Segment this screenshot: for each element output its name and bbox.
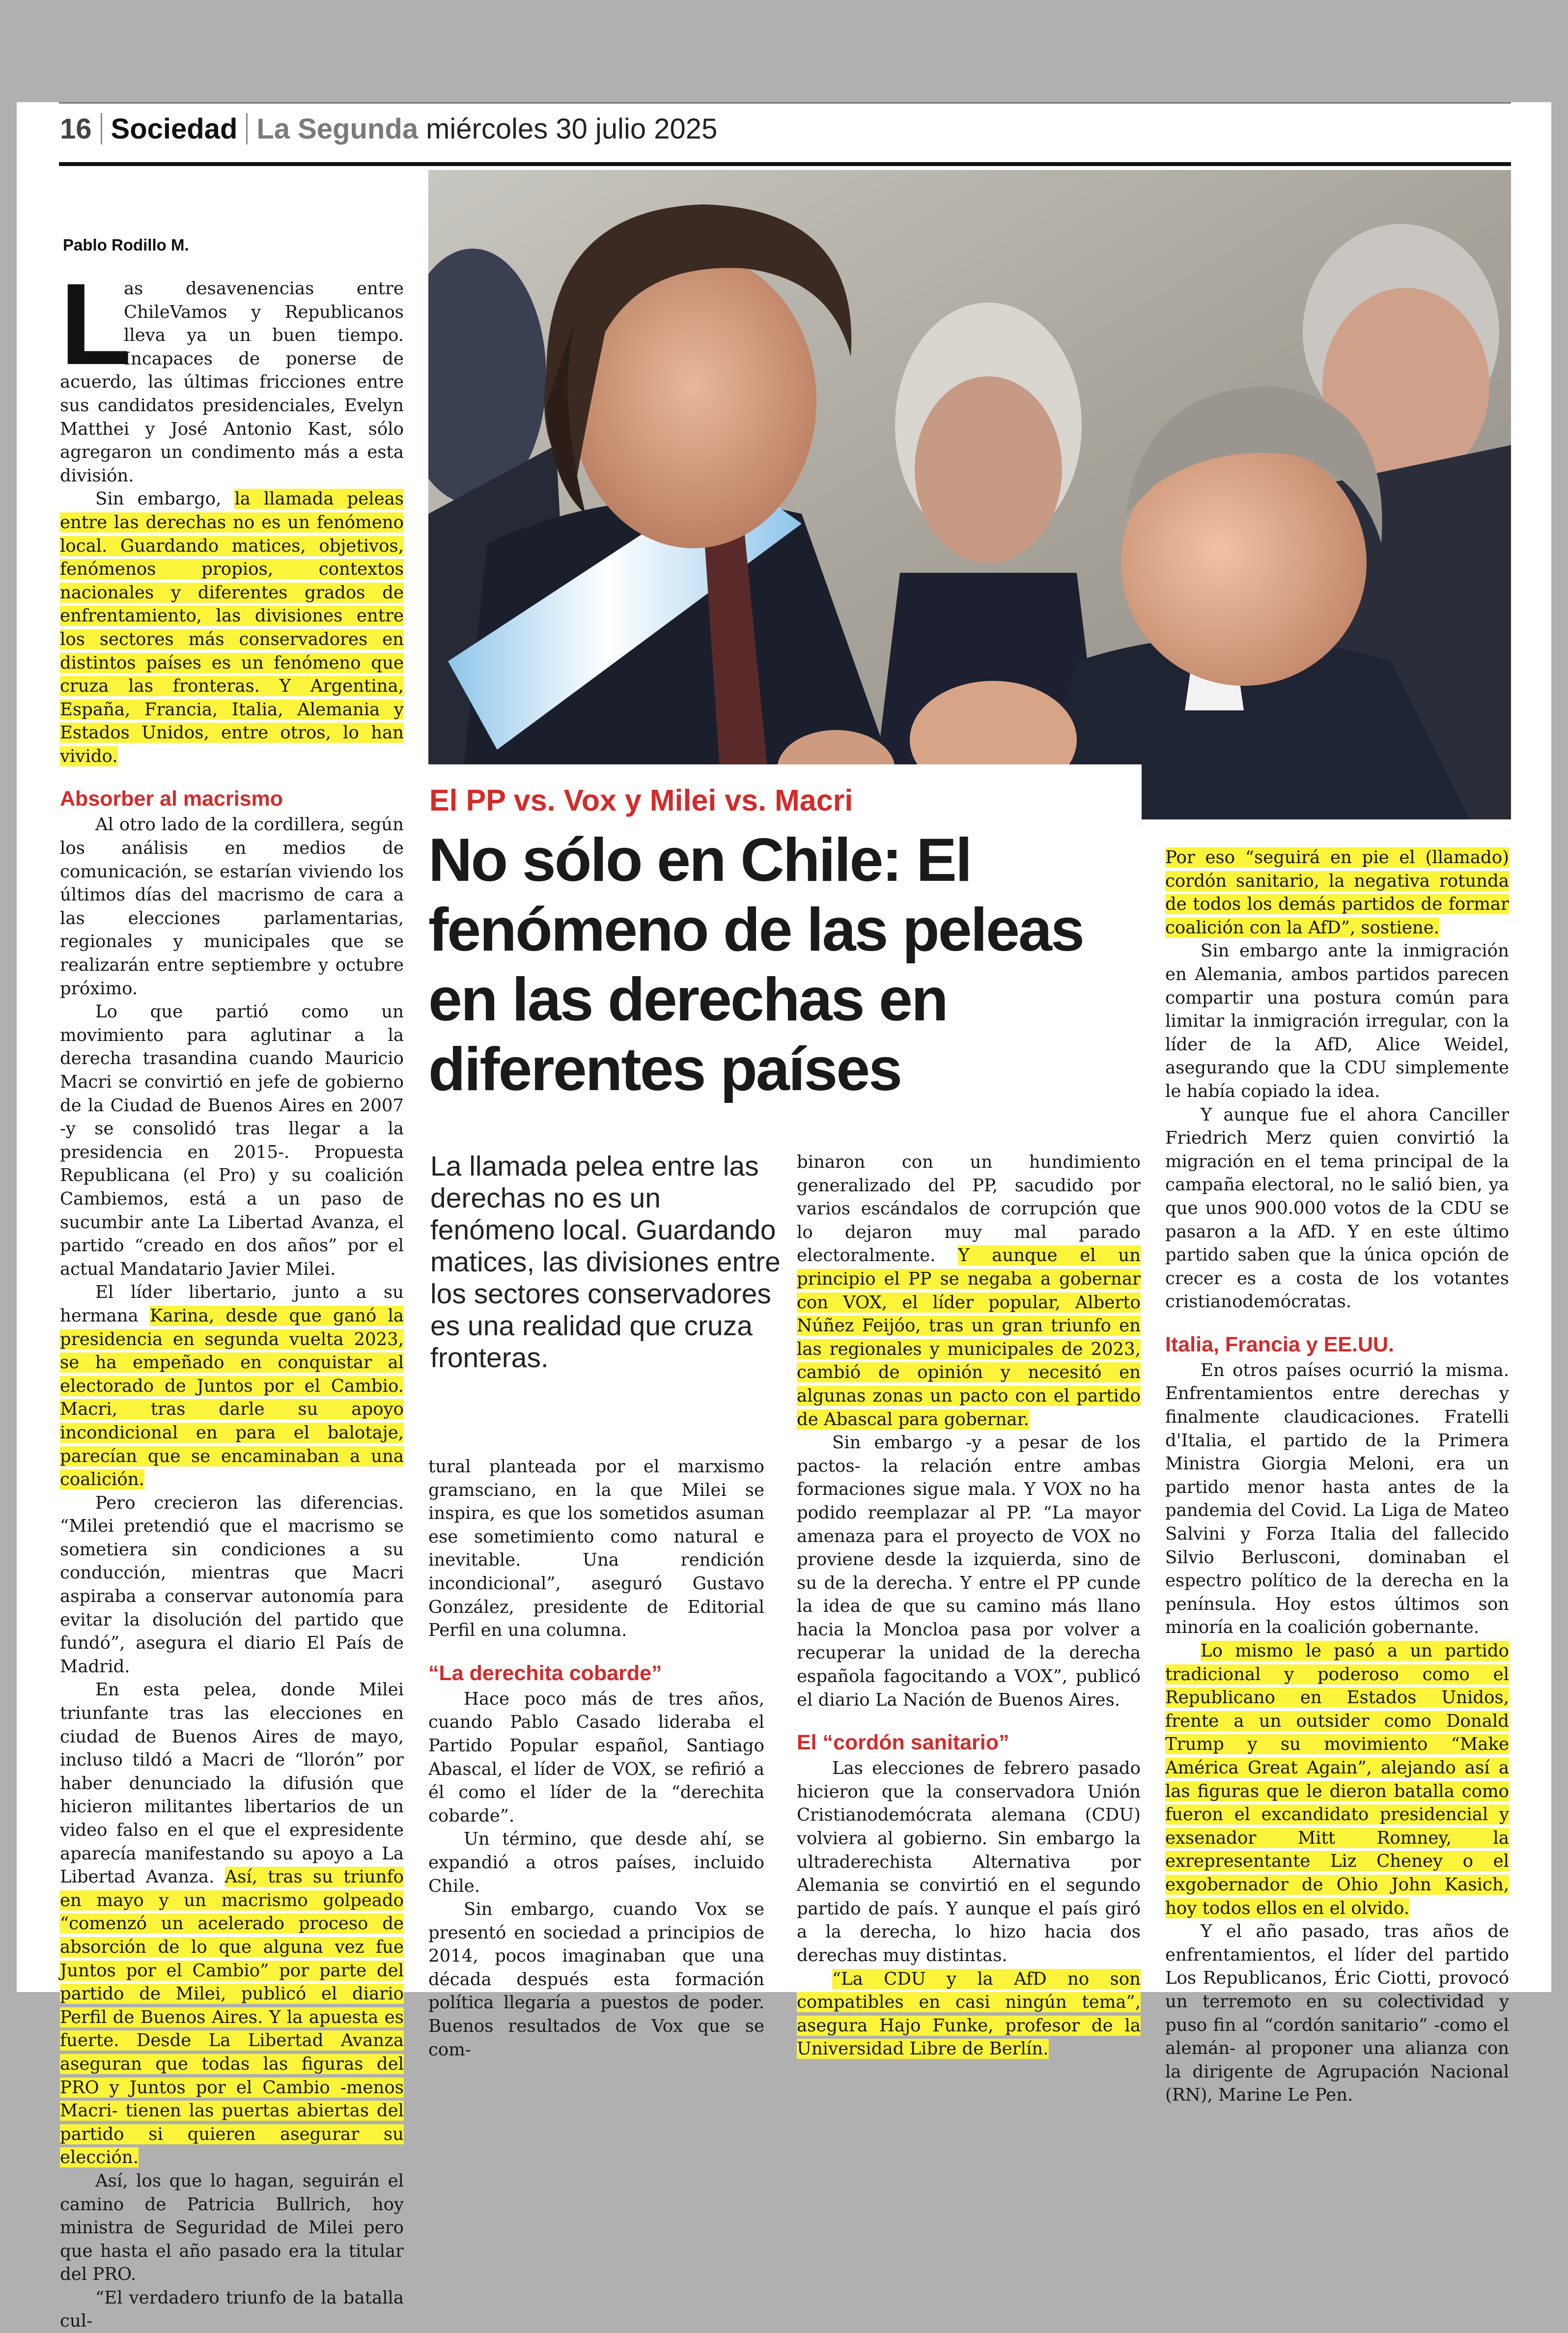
article-deck: La llamada pelea entre las derechas no es un fenómeno local. Guardando matices, las divisiones entre los sectores conservadores es una realidad que cruza fronteras.: [430, 1151, 781, 1374]
paragraph: En otros países ocurrió la misma. Enfrentamientos entre derechas y finalmente claudicaciones. Fratelli d'Italia, el partido de la Primera Ministra Giorgia Meloni, era un partido menor hasta antes de la pandemia del Covid. La Liga de Mateo Salvini y Forza Italia del fallecido Silvio Berlusconi, dominaban el espectro político de la derecha en la península. Hoy estos últimos son minoría en la coalición gobernante.: [1165, 1360, 1509, 1638]
paragraph: Las elecciones de febrero pasado hicieron que la conservadora Unión Cristianodemócrata alemana (CDU) volviera al gobierno. Sin embargo la ultraderechista Alternativa por Alemania se convirtió en el segundo partido de país. Y aunque el país giró a la derecha, lo hizo hacia dos derechas muy distintas.: [797, 1758, 1141, 1966]
paragraph: Pero crecieron las diferencias. “Milei pretendió que el macrismo se sometiera sin condiciones a su conducción, mientras que Macri aspiraba a conservar autonomía para evitar la disolución del partido que fundó”, asegura el diario El País de Madrid.: [60, 1492, 404, 1677]
article-photo: [428, 170, 1511, 819]
article-kicker: El PP vs. Vox y Milei vs. Macri: [429, 784, 853, 817]
header-bottom-rule: [59, 162, 1511, 166]
paragraph: Lo que partió como un movimiento para aglutinar a la derecha trasandina cuando Mauricio Macri se convirtió en jefe de gobierno de la Ciudad de Buenos Aires en 2007 -y se consolidó tras llegar a la presidencia en 2015-. Propuesta Republicana (el Pro) y su coalición Cambiemos, está a un paso de sucumbir ante La Libertad Avanza, el partido “creado en dos años” por el actual Mandatario Javier Milei.: [60, 1002, 404, 1279]
paragraph: Hace poco más de tres años, cuando Pablo Casado lideraba el Partido Popular español, Santiago Abascal, el líder de VOX, se refirió a él como el líder de la “derechita cobarde”.: [428, 1688, 764, 1826]
header-top-rule: [59, 102, 1511, 104]
paragraph: Y aunque fue el ahora Canciller Friedrich Merz quien convirtió la migración en el tema principal de la campaña electoral, no le salió bien, ya que unos 900.000 votos de la CDU se pasaron a la AfD. Y en este último partido saben que la única opción de crecer es a costa de los votantes cristianodemócratas.: [1165, 1104, 1509, 1312]
paragraph: [1165, 846, 1509, 939]
section-name: Sociedad: [111, 112, 238, 145]
newspaper-name: La Segunda: [256, 112, 419, 145]
paragraph: Sin embargo ante la inmigración en Alemania, ambos partidos parecen compartir una postura común para limitar la inmigración irregular, con la líder de la AfD, Alice Weidel, asegurando que la CDU simplemente le había copiado la idea.: [1165, 941, 1509, 1101]
issue-date: miércoles 30 julio 2025: [426, 112, 718, 145]
section-subhead: El “cordón sanitario”: [797, 1731, 1009, 1755]
section-subhead: “La derechita cobarde”: [428, 1661, 662, 1685]
milei-macri-embrace-photo: [428, 170, 1511, 819]
article-column-4: [1165, 846, 1509, 2107]
author-byline: Pablo Rodillo M.: [63, 236, 189, 254]
paragraph: Un término, que desde ahí, se expandió a otros países, incluido Chile.: [428, 1829, 764, 1896]
drop-cap-letter: L: [60, 259, 131, 389]
article-column-2: [428, 1455, 764, 2061]
highlighted-text: Así, tras su triunfo en mayo y un macrismo golpeado “comenzó un acelerado proceso de absorción de lo que alguna vez fue Juntos por el Cambio” por parte del partido de Milei, publicó el diario Perfil de Buenos Aires. Y la apuesta es fuerte. Desde La Libertad Avanza aseguran que todas las figuras del PRO y Juntos por el Cambio -menos Macri- tienen las puertas abiertas del partido si quieren asegurar su elección.: [60, 1867, 404, 2168]
highlighted-text: Lo mismo le pasó a un partido tradicional y poderoso como el Republicano en Estados Unidos, frente a un outsider como Donald Trump y su movimiento “Make América Great Again”, alejando así a las figuras que le dieron batalla como fueron el excandidato presidencial y exsenador Mitt Romney, la exrepresentante Liz Cheney o el exgobernador de Ohio John Kasich, hoy todos ellos en el olvido.: [1165, 1641, 1509, 1918]
paragraph: Al otro lado de la cordillera, según los análisis en medios de comunicación, se estarían viviendo los últimos días del macrismo de cara a las elecciones parlamentarias, regionales y municipales que se realizarán entre septiembre y octubre próximo.: [60, 815, 404, 999]
text-run: El líder libertario, junto a su hermana: [60, 1282, 404, 1326]
paragraph: as desavenencias entre ChileVamos y Republicanos lleva ya un buen tiempo. Incapaces de ponerse de acuerdo, las últimas fricciones entre sus candidatos presidenciales, Evelyn Matthei y José Antonio Kast, sólo agregaron un condimento más a esta división.: [60, 279, 404, 486]
paragraph: [60, 1678, 404, 2169]
highlighted-text: “La CDU y la AfD no son compatibles en casi ningún tema”, asegura Hajo Funke, profesor de la Universidad Libre de Berlín.: [797, 1968, 1141, 2059]
highlighted-text: la llamada peleas entre las derechas no es un fenómeno local. Guardando matices, objetivos, fenómenos propios, contextos nacionales y diferentes grados de enfrentamiento, las divisiones entre los sectores más conservadores en distintos países es un fenómeno que cruza las fronteras. Y Argentina, España, Francia, Italia, Alemania y Estados Unidos, entre otros, lo han vivido.: [60, 489, 404, 766]
paragraph: [797, 1968, 1141, 2061]
article-column-1: [60, 259, 404, 2333]
drop-cap: [60, 259, 131, 389]
header-divider: [101, 113, 102, 144]
paragraph: [60, 1281, 404, 1491]
text-run: binaron con un hundimiento generalizado del PP, sacudido por varios escándalos de corrupción que lo dejaron muy mal parado electoralmente.: [797, 1152, 1141, 1266]
paragraph: “El verdadero triunfo de la batalla cul-: [60, 2287, 404, 2332]
paragraph: [797, 1151, 1141, 1431]
header-divider: [246, 113, 248, 144]
page-header: [60, 109, 717, 148]
page-number: 16: [60, 112, 92, 145]
paragraph: Sin embargo, cuando Vox se presentó en sociedad a principios de 2014, pocos imaginaban que una década después esta formación política llegaría a puestos de poder. Buenos resultados de Vox que se com-: [428, 1899, 764, 2060]
highlighted-text: Y aunque el un principio el PP se negaba a gobernar con VOX, el líder popular, Alberto Núñez Feijóo, tras un gran triunfo en las regionales y municipales de 2023, cambió de opinión y necesitó en algunas zonas un pacto con el partido de Abascal para gobernar.: [797, 1245, 1141, 1430]
highlighted-text: Karina, desde que ganó la presidencia en segunda vuelta 2023, se ha empeñado en conquistar al electorado de Juntos por el Cambio. Macri, tras darle su apoyo incondicional en para el balotaje, parecían que se encaminaban a una coalición.: [60, 1305, 404, 1490]
section-subhead: Italia, Francia y EE.UU.: [1165, 1332, 1395, 1356]
paragraph: tural planteada por el marxismo gramsciano, en la que Milei se inspira, es que los sometidos asuman ese sometimiento como natural e inevitable. Una rendición incondicional”, aseguró Gustavo González, presidente de Editorial Perfil en una columna.: [428, 1457, 764, 1641]
highlighted-text: Por eso “seguirá en pie el (llamado) cordón sanitario, la negativa rotunda de todos los demás partidos de formar coalición con la AfD”, sostiene.: [1165, 847, 1509, 938]
paragraph: [60, 487, 404, 768]
paragraph: [1165, 1639, 1509, 1920]
paragraph: Sin embargo -y a pesar de los pactos- la relación entre ambas formaciones sigue mala. Y VOX no ha podido reemplazar al PP. “La mayor amenaza para el proyecto de VOX no proviene desde la izquierda, sino de su de la derecha. Y entre el PP cunde la idea de que su camino más llano hacia la Moncloa pasa por volver a recuperar la unidad de la derecha española fagocitando a VOX”, publicó el diario La Nación de Buenos Aires.: [797, 1433, 1141, 1710]
text-run: Sin embargo,: [95, 489, 235, 509]
article-headline: No sólo en Chile: El fenómeno de las peleas en las derechas en diferentes países: [428, 826, 1083, 1103]
paragraph: Y el año pasado, tras años de enfrentamientos, el líder del partido Los Republicanos, Éric Ciotti, provocó un terremoto en su colectividad y puso fin al “cordón sanitario” -como el alemán- al proponer una alianza con la dirigente de Agrupación Nacional (RN), Marine Le Pen.: [1165, 1921, 1509, 2106]
paragraph: Así, los que lo hagan, seguirán el camino de Patricia Bullrich, hoy ministra de Seguridad de Milei pero que hasta el año pasado era la titular del PRO.: [60, 2170, 404, 2285]
text-run: En esta pelea, donde Milei triunfante tras las elecciones en ciudad de Buenos Aires de mayo, incluso tildó a Macri de “llorón” por haber denunciado la difusión que hicieron militantes libertarios de un video falso en el que el expresidente aparecía manifestando su apoyo a La Libertad Avanza.: [60, 1680, 404, 1887]
section-subhead: Absorber al macrismo: [60, 787, 283, 811]
article-column-3: [797, 1151, 1141, 2061]
